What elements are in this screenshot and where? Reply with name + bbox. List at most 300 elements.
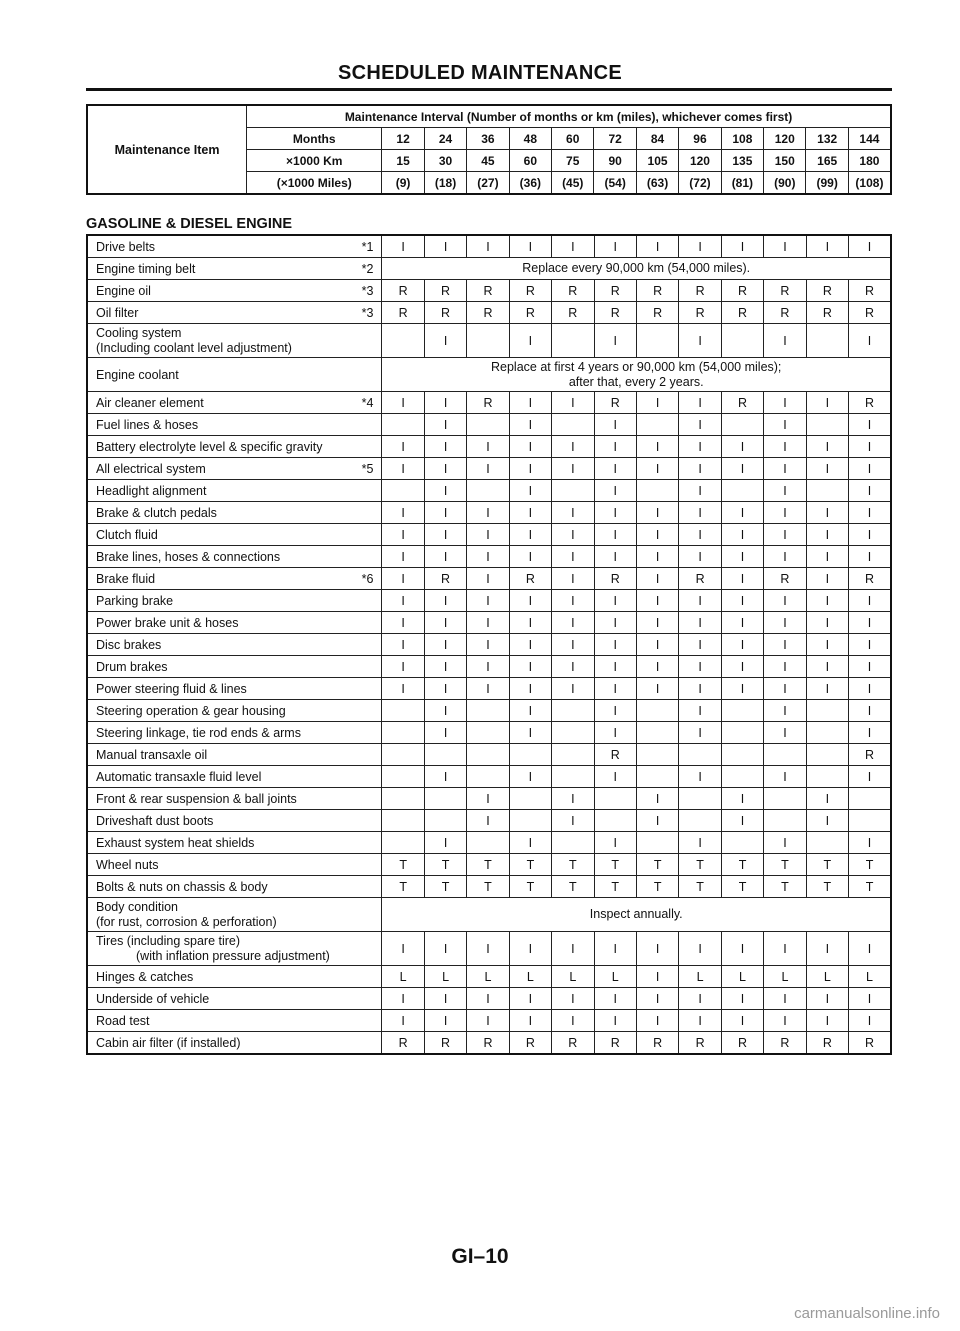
- interval-action-cell: I: [849, 1010, 891, 1032]
- interval-action-cell: I: [509, 414, 551, 436]
- maintenance-item-label: Front & rear suspension & ball joints: [96, 791, 297, 806]
- months-value: 24: [424, 128, 466, 150]
- interval-action-cell: I: [721, 988, 763, 1010]
- interval-action-cell: I: [849, 656, 891, 678]
- interval-action-cell: [721, 414, 763, 436]
- maintenance-item-label: Drive belts: [96, 239, 156, 254]
- interval-action-cell: I: [764, 502, 806, 524]
- maintenance-item-label: Bolts & nuts on chassis & body: [96, 879, 268, 894]
- interval-action-cell: I: [382, 988, 424, 1010]
- interval-action-cell: [636, 324, 678, 358]
- table-row: [87, 590, 891, 612]
- interval-action-cell: I: [552, 568, 594, 590]
- page-number: GI–10: [451, 1245, 509, 1268]
- interval-action-cell: I: [467, 1010, 509, 1032]
- maintenance-item-label: Brake lines, hoses & connections: [96, 549, 281, 564]
- interval-action-cell: R: [382, 1032, 424, 1055]
- interval-action-cell: T: [552, 876, 594, 898]
- interval-action-cell: I: [594, 766, 636, 788]
- interval-action-cell: I: [849, 700, 891, 722]
- maintenance-schedule-table: [86, 234, 892, 1055]
- interval-action-cell: T: [382, 854, 424, 876]
- interval-action-cell: I: [849, 678, 891, 700]
- interval-action-cell: L: [552, 966, 594, 988]
- interval-action-cell: [467, 722, 509, 744]
- interval-action-cell: I: [806, 458, 848, 480]
- table-row: [87, 876, 891, 898]
- interval-action-cell: I: [382, 678, 424, 700]
- miles-value: (108): [848, 172, 891, 195]
- interval-action-cell: I: [764, 656, 806, 678]
- miles-value: (36): [509, 172, 551, 195]
- interval-action-cell: R: [594, 1032, 636, 1055]
- maintenance-item-label: Tires (including spare tire): [96, 933, 241, 948]
- maintenance-item-label: Road test: [96, 1013, 150, 1028]
- interval-action-cell: [636, 832, 678, 854]
- interval-action-cell: I: [721, 932, 763, 966]
- interval-action-cell: I: [424, 502, 466, 524]
- maintenance-item-label: Power brake unit & hoses: [96, 615, 239, 630]
- interval-action-cell: T: [849, 854, 891, 876]
- watermark: carmanualsonline.info: [794, 1305, 940, 1322]
- table-row: [87, 788, 891, 810]
- interval-action-cell: I: [849, 988, 891, 1010]
- interval-action-cell: I: [382, 524, 424, 546]
- interval-action-cell: R: [424, 1032, 466, 1055]
- interval-action-cell: I: [424, 324, 466, 358]
- interval-action-cell: [721, 766, 763, 788]
- interval-action-cell: T: [679, 876, 721, 898]
- interval-action-cell: I: [849, 932, 891, 966]
- interval-action-cell: T: [594, 876, 636, 898]
- interval-action-cell: I: [424, 546, 466, 568]
- table-row: [87, 258, 891, 280]
- interval-action-cell: I: [594, 722, 636, 744]
- interval-action-cell: I: [806, 392, 848, 414]
- interval-action-cell: [382, 766, 424, 788]
- interval-action-cell: I: [467, 590, 509, 612]
- interval-action-cell: R: [509, 1032, 551, 1055]
- maintenance-item-cell: [87, 988, 382, 1010]
- interval-action-cell: R: [382, 280, 424, 302]
- maintenance-item-cell: [87, 656, 382, 678]
- interval-action-cell: I: [764, 324, 806, 358]
- interval-action-cell: I: [467, 788, 509, 810]
- interval-action-cell: I: [806, 634, 848, 656]
- interval-action-cell: I: [679, 612, 721, 634]
- km-value: 105: [636, 150, 678, 172]
- interval-action-cell: I: [382, 590, 424, 612]
- interval-action-cell: I: [636, 235, 678, 258]
- interval-action-cell: I: [721, 502, 763, 524]
- maintenance-item-label: Power steering fluid & lines: [96, 681, 247, 696]
- table-row: [87, 898, 891, 932]
- interval-action-cell: R: [721, 1032, 763, 1055]
- interval-action-cell: I: [764, 392, 806, 414]
- interval-action-cell: I: [594, 524, 636, 546]
- interval-action-cell: I: [636, 612, 678, 634]
- interval-action-cell: L: [721, 966, 763, 988]
- interval-action-cell: [721, 744, 763, 766]
- maintenance-item-label: Automatic transaxle fluid level: [96, 769, 262, 784]
- miles-value: (72): [679, 172, 721, 195]
- interval-action-cell: R: [636, 280, 678, 302]
- interval-action-cell: L: [594, 966, 636, 988]
- interval-action-cell: R: [636, 302, 678, 324]
- interval-action-cell: I: [806, 932, 848, 966]
- interval-action-cell: [552, 722, 594, 744]
- interval-action-cell: I: [594, 502, 636, 524]
- interval-action-cell: [806, 832, 848, 854]
- interval-action-cell: [552, 700, 594, 722]
- miles-value: (90): [764, 172, 806, 195]
- maintenance-item-cell: [87, 612, 382, 634]
- interval-action-cell: I: [552, 810, 594, 832]
- interval-action-cell: R: [594, 392, 636, 414]
- interval-action-cell: T: [849, 876, 891, 898]
- km-value: 75: [552, 150, 594, 172]
- interval-action-cell: R: [806, 302, 848, 324]
- interval-note-continued: after that, every 2 years.: [568, 374, 704, 389]
- maintenance-item-sublabel: (Including coolant level adjustment): [96, 340, 292, 355]
- table-row: [87, 436, 891, 458]
- interval-action-cell: I: [424, 392, 466, 414]
- interval-action-cell: [806, 324, 848, 358]
- interval-action-cell: I: [806, 612, 848, 634]
- table-row: [87, 656, 891, 678]
- maintenance-item-cell: [87, 392, 382, 414]
- interval-note: Inspect annually.: [589, 907, 683, 921]
- interval-action-cell: I: [467, 235, 509, 258]
- interval-action-cell: I: [764, 678, 806, 700]
- interval-action-cell: I: [509, 766, 551, 788]
- interval-action-cell: [636, 766, 678, 788]
- interval-action-cell: I: [382, 1010, 424, 1032]
- interval-action-cell: [382, 722, 424, 744]
- interval-action-cell: I: [509, 502, 551, 524]
- interval-action-cell: [764, 744, 806, 766]
- interval-action-cell: [806, 414, 848, 436]
- interval-action-cell: [424, 744, 466, 766]
- interval-action-cell: I: [509, 436, 551, 458]
- maintenance-item-cell: [87, 788, 382, 810]
- maintenance-item-cell: [87, 590, 382, 612]
- interval-action-cell: [424, 788, 466, 810]
- interval-action-cell: T: [424, 854, 466, 876]
- table-row: [87, 546, 891, 568]
- interval-action-cell: I: [594, 324, 636, 358]
- interval-action-cell: I: [509, 932, 551, 966]
- maintenance-item-label: Manual transaxle oil: [96, 747, 208, 762]
- interval-action-cell: I: [636, 988, 678, 1010]
- interval-action-cell: I: [679, 235, 721, 258]
- interval-action-cell: I: [594, 612, 636, 634]
- interval-action-cell: I: [806, 678, 848, 700]
- interval-action-cell: [552, 480, 594, 502]
- interval-action-cell: L: [509, 966, 551, 988]
- interval-action-cell: I: [764, 634, 806, 656]
- interval-action-cell: I: [721, 634, 763, 656]
- maintenance-item-cell: [87, 258, 382, 280]
- interval-action-cell: I: [849, 414, 891, 436]
- interval-action-cell: I: [382, 656, 424, 678]
- interval-action-cell: I: [467, 810, 509, 832]
- interval-action-cell: I: [721, 1010, 763, 1032]
- interval-action-cell: I: [849, 235, 891, 258]
- interval-action-cell: I: [424, 766, 466, 788]
- maintenance-item-label: Exhaust system heat shields: [96, 835, 255, 850]
- table-row: [87, 722, 891, 744]
- interval-action-cell: I: [679, 988, 721, 1010]
- interval-action-cell: I: [424, 932, 466, 966]
- interval-action-cell: I: [679, 1010, 721, 1032]
- interval-action-cell: I: [721, 788, 763, 810]
- interval-action-cell: R: [764, 302, 806, 324]
- interval-header: Maintenance Interval (Number of months or km (miles), whichever comes first): [247, 105, 891, 128]
- months-value: 96: [679, 128, 721, 150]
- interval-action-cell: R: [467, 280, 509, 302]
- interval-action-cell: I: [679, 634, 721, 656]
- maintenance-item-label: Hinges & catches: [96, 969, 194, 984]
- interval-action-cell: I: [552, 436, 594, 458]
- interval-action-cell: I: [764, 436, 806, 458]
- interval-action-cell: I: [467, 656, 509, 678]
- interval-action-cell: [679, 744, 721, 766]
- miles-value: (9): [382, 172, 424, 195]
- interval-action-cell: [679, 810, 721, 832]
- interval-action-cell: T: [636, 854, 678, 876]
- interval-action-cell: [467, 414, 509, 436]
- maintenance-item-header: Maintenance Item: [87, 105, 247, 194]
- interval-action-cell: R: [849, 392, 891, 414]
- table-row: [87, 988, 891, 1010]
- interval-action-cell: I: [679, 766, 721, 788]
- interval-action-cell: [509, 788, 551, 810]
- interval-action-cell: [594, 810, 636, 832]
- interval-action-cell: [806, 722, 848, 744]
- interval-action-cell: I: [552, 458, 594, 480]
- months-value: 108: [721, 128, 763, 150]
- interval-action-cell: I: [636, 524, 678, 546]
- interval-action-cell: I: [679, 722, 721, 744]
- interval-action-cell: I: [636, 656, 678, 678]
- interval-action-cell: [636, 700, 678, 722]
- title-rule: [86, 88, 892, 91]
- maintenance-item-label: Driveshaft dust boots: [96, 813, 214, 828]
- interval-action-cell: I: [594, 458, 636, 480]
- interval-action-cell: I: [679, 700, 721, 722]
- interval-action-cell: L: [764, 966, 806, 988]
- table-row: [87, 700, 891, 722]
- footnote-marker: *3: [361, 283, 374, 298]
- table-row: [87, 324, 891, 358]
- interval-action-cell: [806, 700, 848, 722]
- km-value: 60: [509, 150, 551, 172]
- maintenance-item-cell: [87, 634, 382, 656]
- maintenance-item-label: Cooling system: [96, 325, 182, 340]
- maintenance-item-cell: [87, 854, 382, 876]
- interval-action-cell: [721, 324, 763, 358]
- maintenance-item-label: Body condition: [96, 899, 179, 914]
- interval-action-cell: [382, 414, 424, 436]
- interval-action-cell: [467, 766, 509, 788]
- interval-action-cell: I: [594, 634, 636, 656]
- miles-value: (45): [552, 172, 594, 195]
- interval-action-cell: R: [594, 302, 636, 324]
- km-value: 150: [764, 150, 806, 172]
- interval-action-cell: I: [849, 832, 891, 854]
- interval-action-cell: L: [679, 966, 721, 988]
- interval-action-cell: I: [636, 546, 678, 568]
- interval-action-cell: I: [594, 656, 636, 678]
- interval-action-cell: R: [382, 302, 424, 324]
- interval-action-cell: I: [764, 480, 806, 502]
- interval-action-cell: I: [764, 700, 806, 722]
- interval-action-cell: I: [679, 832, 721, 854]
- maintenance-item-cell: [87, 235, 382, 258]
- maintenance-item-cell: [87, 744, 382, 766]
- interval-action-cell: [764, 810, 806, 832]
- interval-action-cell: I: [764, 235, 806, 258]
- interval-action-cell: I: [552, 788, 594, 810]
- maintenance-item-cell: [87, 810, 382, 832]
- interval-action-cell: I: [424, 590, 466, 612]
- interval-action-cell: I: [594, 700, 636, 722]
- km-label: ×1000 Km: [247, 150, 382, 172]
- interval-action-cell: I: [382, 458, 424, 480]
- interval-action-cell: I: [764, 932, 806, 966]
- maintenance-item-cell: [87, 414, 382, 436]
- interval-action-cell: I: [509, 392, 551, 414]
- interval-action-cell: I: [424, 678, 466, 700]
- interval-action-cell: I: [509, 458, 551, 480]
- interval-action-cell: R: [721, 302, 763, 324]
- interval-action-cell: I: [552, 235, 594, 258]
- maintenance-item-cell: [87, 966, 382, 988]
- interval-action-cell: I: [806, 502, 848, 524]
- interval-action-cell: I: [679, 458, 721, 480]
- months-value: 144: [848, 128, 891, 150]
- interval-action-cell: [764, 788, 806, 810]
- interval-action-cell: [382, 832, 424, 854]
- footnote-marker: *5: [361, 461, 374, 476]
- maintenance-item-cell: [87, 546, 382, 568]
- interval-action-cell: T: [382, 876, 424, 898]
- maintenance-item-cell: [87, 932, 382, 966]
- maintenance-item-label: Steering operation & gear housing: [96, 703, 286, 718]
- interval-action-cell: I: [806, 568, 848, 590]
- interval-action-cell: I: [764, 546, 806, 568]
- maintenance-item-cell: [87, 876, 382, 898]
- months-value: 120: [764, 128, 806, 150]
- table-row: [87, 235, 891, 258]
- interval-action-cell: L: [849, 966, 891, 988]
- interval-action-cell: R: [424, 280, 466, 302]
- interval-action-cell: [636, 414, 678, 436]
- interval-action-cell: I: [806, 235, 848, 258]
- table-row: [87, 458, 891, 480]
- interval-action-cell: I: [424, 612, 466, 634]
- interval-action-cell: R: [552, 280, 594, 302]
- table-row: [87, 966, 891, 988]
- interval-action-cell: I: [636, 932, 678, 966]
- interval-action-cell: I: [594, 546, 636, 568]
- interval-action-cell: I: [467, 612, 509, 634]
- months-value: 48: [509, 128, 551, 150]
- interval-action-cell: R: [509, 568, 551, 590]
- table-row: [87, 932, 891, 966]
- interval-action-cell: I: [679, 932, 721, 966]
- interval-action-cell: I: [594, 480, 636, 502]
- interval-action-cell: I: [509, 722, 551, 744]
- interval-action-cell: [382, 744, 424, 766]
- maintenance-item-label: All electrical system: [96, 461, 206, 476]
- miles-value: (54): [594, 172, 636, 195]
- interval-action-cell: I: [552, 590, 594, 612]
- table-row: [87, 302, 891, 324]
- interval-action-cell: [552, 324, 594, 358]
- interval-action-cell: [721, 722, 763, 744]
- interval-action-cell: I: [552, 656, 594, 678]
- interval-action-cell: I: [424, 458, 466, 480]
- interval-action-cell: I: [424, 235, 466, 258]
- interval-action-cell: [636, 744, 678, 766]
- interval-action-cell: I: [806, 988, 848, 1010]
- interval-action-cell: [636, 722, 678, 744]
- miles-value: (81): [721, 172, 763, 195]
- interval-action-cell: I: [636, 788, 678, 810]
- months-value: 36: [467, 128, 509, 150]
- interval-action-cell: R: [849, 1032, 891, 1055]
- interval-action-cell: I: [849, 480, 891, 502]
- km-value: 30: [424, 150, 466, 172]
- maintenance-item-cell: [87, 700, 382, 722]
- interval-action-cell: I: [382, 502, 424, 524]
- interval-action-cell: I: [721, 235, 763, 258]
- interval-action-cell: [721, 832, 763, 854]
- footnote-marker: *3: [361, 305, 374, 320]
- interval-action-cell: I: [552, 502, 594, 524]
- footnote-marker: *1: [361, 239, 374, 254]
- interval-action-cell: I: [382, 546, 424, 568]
- interval-note-cell: [382, 258, 891, 280]
- table-row: [87, 280, 891, 302]
- maintenance-item-cell: [87, 832, 382, 854]
- interval-action-cell: I: [849, 524, 891, 546]
- interval-action-cell: R: [552, 1032, 594, 1055]
- interval-action-cell: R: [806, 1032, 848, 1055]
- interval-action-cell: [382, 480, 424, 502]
- maintenance-item-cell: [87, 524, 382, 546]
- interval-action-cell: [467, 480, 509, 502]
- months-value: 72: [594, 128, 636, 150]
- footnote-marker: *6: [361, 571, 374, 586]
- interval-action-cell: I: [509, 988, 551, 1010]
- interval-action-cell: I: [467, 436, 509, 458]
- interval-action-cell: L: [424, 966, 466, 988]
- months-value: 132: [806, 128, 848, 150]
- interval-action-cell: I: [467, 932, 509, 966]
- interval-action-cell: I: [552, 1010, 594, 1032]
- maintenance-item-cell: [87, 568, 382, 590]
- interval-action-cell: R: [721, 392, 763, 414]
- interval-action-cell: I: [382, 932, 424, 966]
- interval-action-cell: I: [467, 502, 509, 524]
- interval-action-cell: I: [636, 966, 678, 988]
- interval-action-cell: I: [467, 678, 509, 700]
- interval-action-cell: I: [806, 590, 848, 612]
- table-row: [87, 568, 891, 590]
